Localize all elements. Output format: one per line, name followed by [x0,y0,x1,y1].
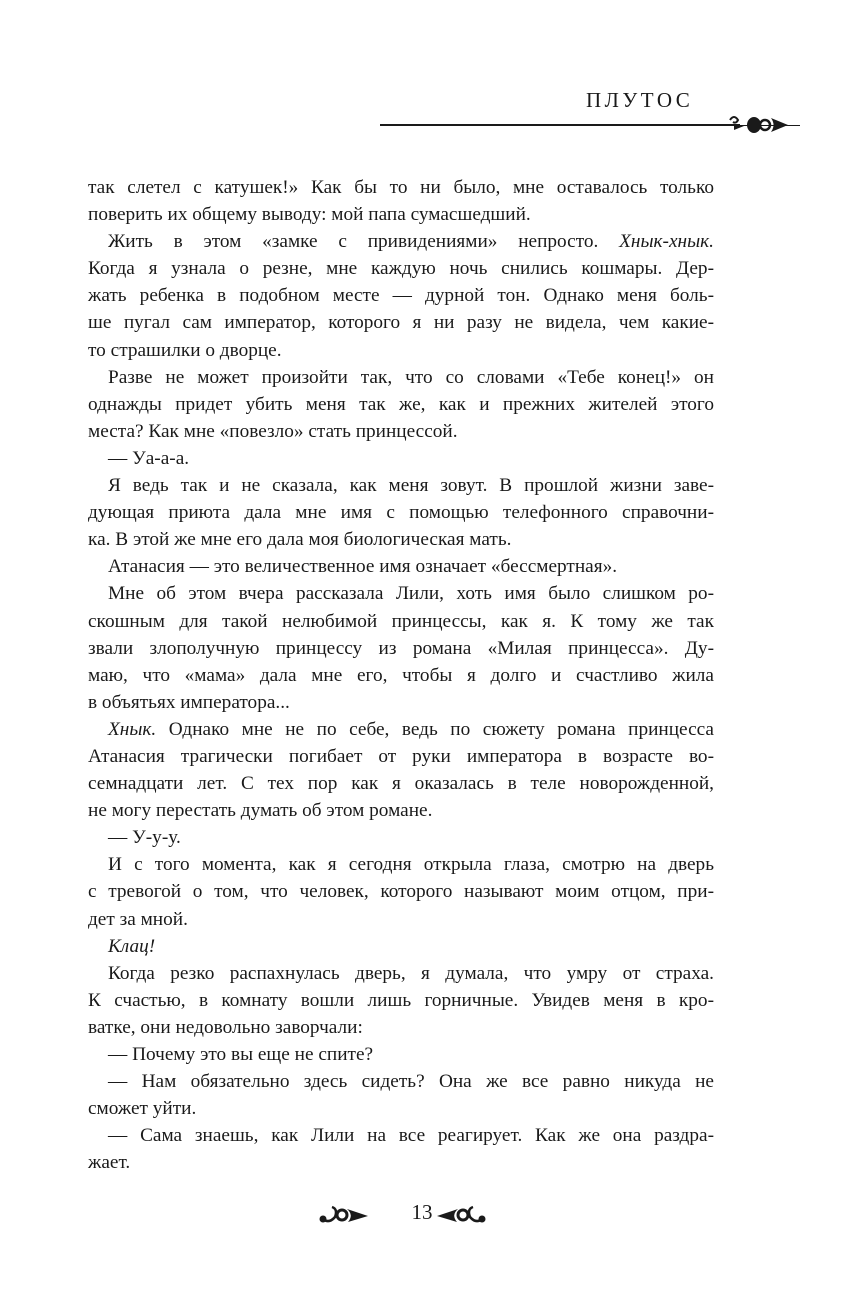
header-rule [380,124,740,126]
text-line [88,689,714,716]
text-segment: Однако мне не по себе, ведь по сюжету романа принцесса [156,718,714,740]
text-segment: ше пугал сам император, которого я ни разу не видела, чем какие- [88,312,714,334]
text-line [88,364,714,391]
text-segment: — Уа-а-а. [108,447,190,469]
text-line [88,174,714,201]
text-line [88,824,714,851]
text-line [88,960,714,987]
text-segment: звали злополучную принцессу из романа «Милая принцесса». Ду- [88,637,714,659]
text-segment: И с того момента, как я сегодня открыла глаза, смотрю на дверь [108,854,714,876]
flourish-right-icon [433,1202,487,1226]
text-segment: жать ребенка в подобном месте — дурной тон. Однако меня боль- [88,285,714,307]
text-segment: семнадцати лет. С тех пор как я оказалась в теле новорожденной, [88,773,714,795]
text-segment: — У-у-у. [108,827,181,849]
text-segment: — Нам обязательно здесь сидеть? Она же все равно никуда не [108,1071,714,1093]
text-segment: Атанасия — это величественное имя означает «бессмертная». [108,556,618,578]
text-segment: — Почему это вы еще не спите? [108,1044,374,1065]
text-line [88,228,714,255]
text-segment: К счастью, в комнату вошли лишь горничные. Увидев меня в кро- [88,989,714,1011]
text-segment: с тревогой о том, что человек, которого называют моим отцом, при- [88,881,714,903]
text-line [88,1122,714,1149]
text-line [88,987,714,1014]
text-segment: Разве не может произойти так, что со словами «Тебе конец!» он [108,366,714,388]
text-segment: места? Как мне «повезло» стать принцессой. [88,420,458,442]
italic-text: Хнык. [108,718,157,740]
text-line [88,635,714,662]
text-line [88,1014,714,1041]
text-line [88,1149,714,1176]
text-segment: Когда я узнала о резне, мне каждую ночь снились кошмары. Дер- [88,258,714,280]
text-line [88,662,714,689]
text-line [88,255,714,282]
text-segment: то страшилки о дворце. [88,339,282,361]
page-number: 13 [411,1200,433,1224]
text-segment: Мне об этом вчера рассказала Лили, хоть имя было слишком ро- [108,583,714,605]
text-line [88,499,714,526]
text-line [88,1041,714,1068]
text-segment: Я ведь так и не сказала, как меня зовут. В прошлой жизни заве- [108,475,714,497]
text-line [88,472,714,499]
text-segment: Атанасия трагически погибает от руки императора в возрасте во- [88,745,714,767]
text-segment: маю, что «мама» дала мне его, чтобы я долго и счастливо жила [88,664,714,686]
text-line [88,201,714,228]
text-segment: в объятьях императора... [88,691,290,713]
text-line [88,716,714,743]
text-segment: жает. [88,1152,131,1174]
text-segment: сможет уйти. [88,1098,197,1120]
text-segment: так слетел с катушек!» Как бы то ни было, мне оставалось только [88,177,714,198]
text-segment: поверить их общему выводу: мой папа сумасшедший. [88,204,531,226]
text-line [88,933,714,960]
text-segment: ватке, они недовольно заворчали: [88,1016,363,1038]
text-segment: — Сама знаешь, как Лили на все реагирует. Как же она раздра- [108,1125,714,1147]
text-segment: ка. В этой же мне его дала моя биологическая мать. [88,529,512,551]
text-line [88,391,714,418]
running-head: ПЛУТОС [586,88,694,112]
text-line [88,1068,714,1095]
header-flourish-icon [728,112,800,140]
text-line [88,309,714,336]
text-line [88,418,714,445]
text-line [88,526,714,553]
text-segment: дет за мной. [88,908,188,930]
text-line [88,851,714,878]
body-text [88,174,714,1176]
text-segment: Когда резко распахнулась дверь, я думала, что умру от страха. [108,962,714,984]
text-line [88,282,714,309]
text-line [88,770,714,797]
text-line [88,337,714,364]
text-line [88,797,714,824]
text-segment: не могу перестать думать об этом романе. [88,800,433,822]
italic-text: Хнык-хнык. [619,231,714,253]
text-segment: дующая приюта дала мне имя с помощью телефонного справочни- [88,502,714,524]
text-segment: однажды придет убить меня так же, как и прежних жителей этого [88,393,714,415]
text-line [88,743,714,770]
text-line [88,878,714,905]
italic-text: Клац! [108,935,156,957]
text-line [88,906,714,933]
text-line [88,580,714,607]
text-line [88,1095,714,1122]
text-line [88,553,714,580]
text-line [88,608,714,635]
text-line [88,445,714,472]
text-segment: скошным для такой нелюбимой принцессы, как я. К тому же так [88,610,714,632]
text-segment: Жить в этом «замке с привидениями» непросто. [108,231,620,253]
